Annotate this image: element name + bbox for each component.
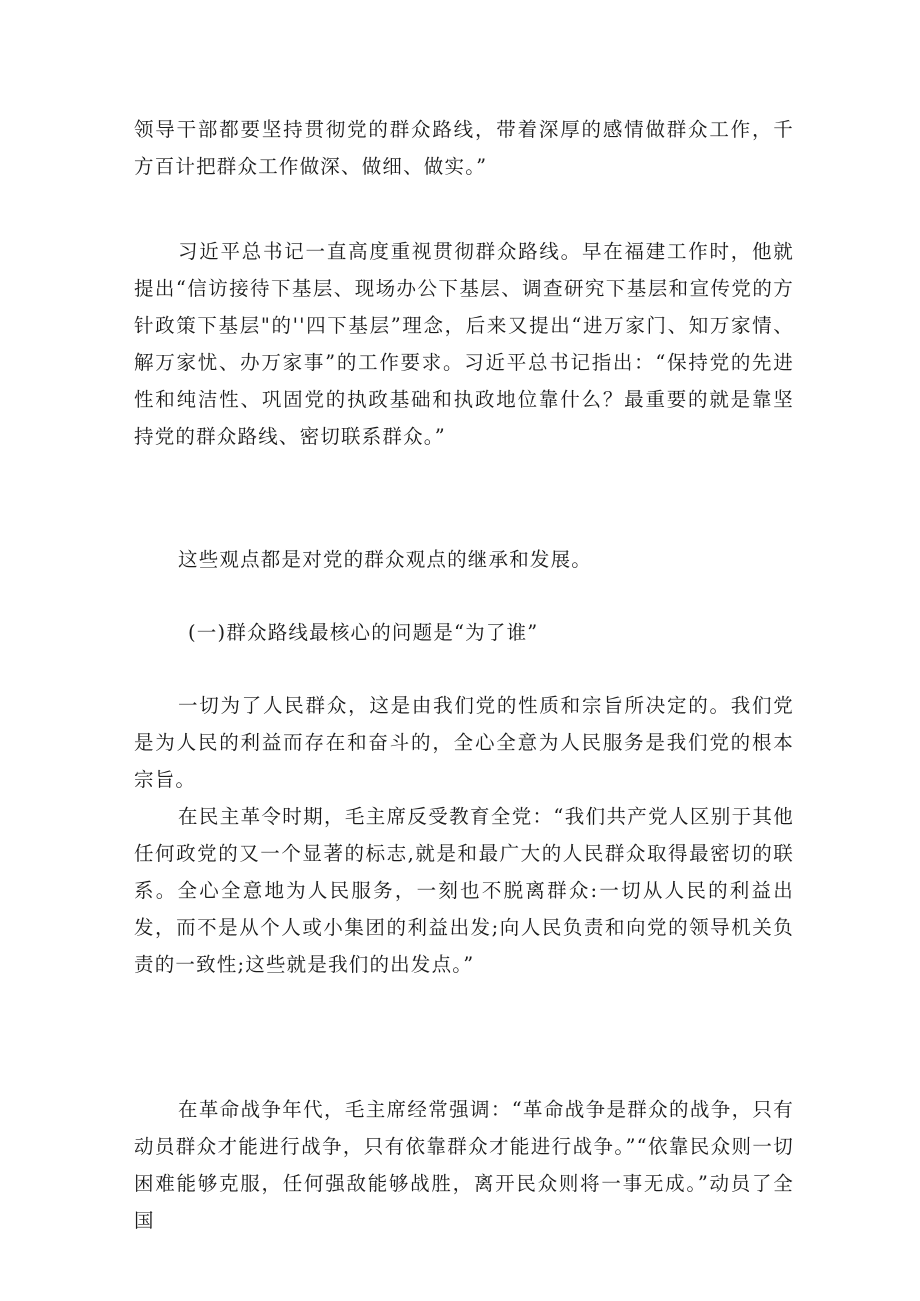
paragraph-for-the-people: 一切为了人民群众，这是由我们党的性质和宗旨所决定的。我们党是为人民的利益而存在和奋斗的，全心全意为人民服务是我们党的根本宗旨。	[134, 694, 794, 791]
paragraph-xi-mass-line: 习近平总书记一直高度重视贯彻群众路线。早在福建工作时，他就提出“信访接待下基层、现场办公下基层、调查研究下基层和宣传党的方针政策下基层"的''四下基层”理念，后来又提出“进万家门、知万家情、解万家忧、办万家事”的工作要求。习近平总书记指出：“保持党的先进性和纯洁性、巩固党的执政基础和执政地位靠什么？最重要的就是靠坚持党的群众路线、密切联系群众。”	[134, 240, 794, 448]
paragraph-revolutionary-war: 在革命战争年代，毛主席经常强调：“革命战争是群众的战争，只有动员群众才能进行战争，只有依靠群众才能进行战争。”“依靠民众则一切困难能够克服，任何强敌能够战胜，离开民众则将一事无成。”动员了全国	[134, 1098, 794, 1232]
paragraph-continuation: 领导干部都要坚持贯彻党的群众路线，带着深厚的感情做群众工作，千方百计把群众工作做深、做细、做实。”	[134, 118, 794, 178]
section-heading: (一)群众路线最核心的问题是“为了谁”	[188, 621, 539, 644]
paragraph-democratic-revolution: 在民主革令时期，毛主席反受教育全党：“我们共产党人区别于其他任何政党的又一个显著的标志,就是和最广大的人民群众取得最密切的联系。全心全意地为人民服务，一刻也不脱离群众:一切从人民的利益出发，而不是从个人或小集团的利益出发;向人民负责和向党的领导机关负责的一致性;这些就是我们的出发点。”	[134, 805, 794, 976]
paragraph-summary: 这些观点都是对党的群众观点的继承和发展。	[178, 548, 593, 571]
